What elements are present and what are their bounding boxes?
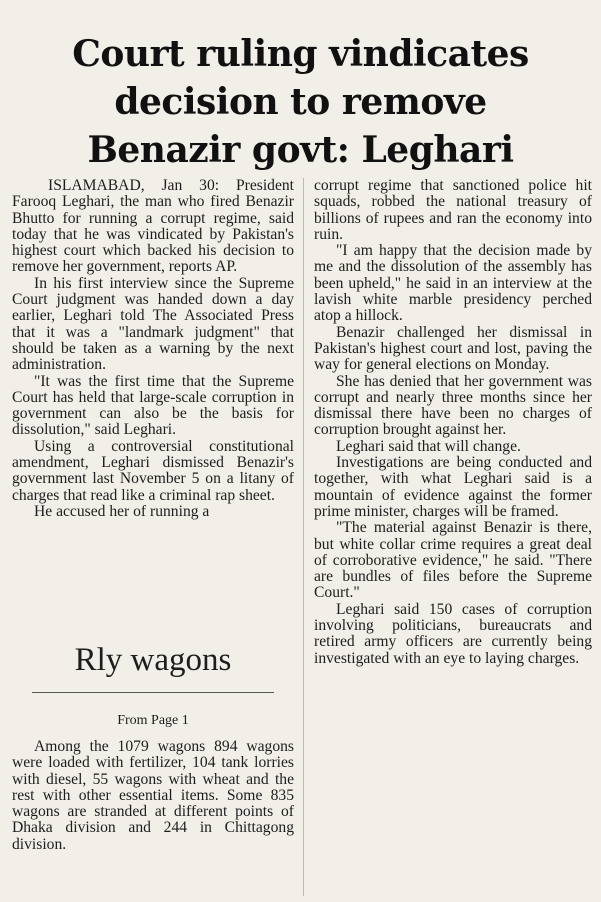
headline-rule — [32, 692, 274, 693]
article-left-column — [12, 178, 294, 520]
headline-line-3: Benazir govt: Leghari — [87, 129, 514, 172]
headline — [8, 30, 593, 174]
article-paragraph: He accused her of running a — [34, 502, 210, 520]
column-divider — [303, 178, 304, 896]
article-paragraph: ISLAMABAD, Jan 30: President Farooq Leghari, the man who fired Benazir Bhutto for running a corrupt regime, said today that he was vindicated by Pakistan's highest court which backed his decision to remove her government, reports AP. — [12, 177, 294, 276]
article-paragraph: Among the 1079 wagons 894 wagons were loaded with fertilizer, 104 tank lorries with diesel, 55 wagons with wheat and the rest with other essential items. Some 835 wagons are stranded at different points of Dhaka division and 244 in Chittagong division. — [12, 738, 294, 853]
article-paragraph: Leghari said 150 cases of corruption involving politicians, bureaucrats and retired army officers are currently being investigated with an eye to laying charges. — [314, 600, 592, 667]
article-paragraph: corrupt regime that sanctioned police hit squads, robbed the national treasury of billions of rupees and ran the economy into ruin. — [314, 177, 592, 243]
rly-wagons-article — [12, 640, 294, 853]
continuation-label: From Page 1 — [117, 713, 189, 728]
rly-wagons-body — [12, 739, 294, 853]
headline-line-2: decision to remove — [114, 81, 487, 124]
article-paragraph: Benazir challenged her dismissal in Pakistan's highest court and lost, paving the way for general elections on Monday. — [314, 323, 592, 374]
article-paragraph: Leghari said that will change. — [336, 437, 521, 455]
article-paragraph: "I am happy that the decision made by me and the dissolution of the assembly has been upheld," he said in an interview at the lavish white marble presidency perched atop a hillock. — [314, 242, 592, 325]
rly-wagons-headline: Rly wagons — [74, 642, 232, 678]
article-paragraph: Using a controversial constitutional amendment, Leghari dismissed Benazir's government last November 5 on a litany of charges that read like a criminal rap sheet. — [12, 437, 294, 504]
article-paragraph: "It was the first time that the Supreme Court has held that large-scale corruption in government can also be the basis for dissolution," said Leghari. — [12, 372, 294, 439]
article-paragraph: Investigations are being conducted and together, with what Leghari said is a mountain of evidence against the former prime minister, charges will be framed. — [314, 454, 592, 520]
article-paragraph: "The material against Benazir is there, but white collar crime requires a great deal of corroborative evidence," he said. "There are bundles of files before the Supreme Court." — [314, 519, 592, 602]
article-right-column — [314, 178, 592, 667]
article-paragraph: In his first interview since the Supreme Court judgment was handed down a day earlier, Leghari told The Associated Press that it was a "landmark judgment" that should be taken as a warning by the next administration. — [12, 274, 294, 374]
headline-line-1: Court ruling vindicates — [72, 33, 529, 76]
article-paragraph: She has denied that her government was corrupt and nearly three months since her dismissal there have been no charges of corruption brought against her. — [314, 372, 592, 439]
